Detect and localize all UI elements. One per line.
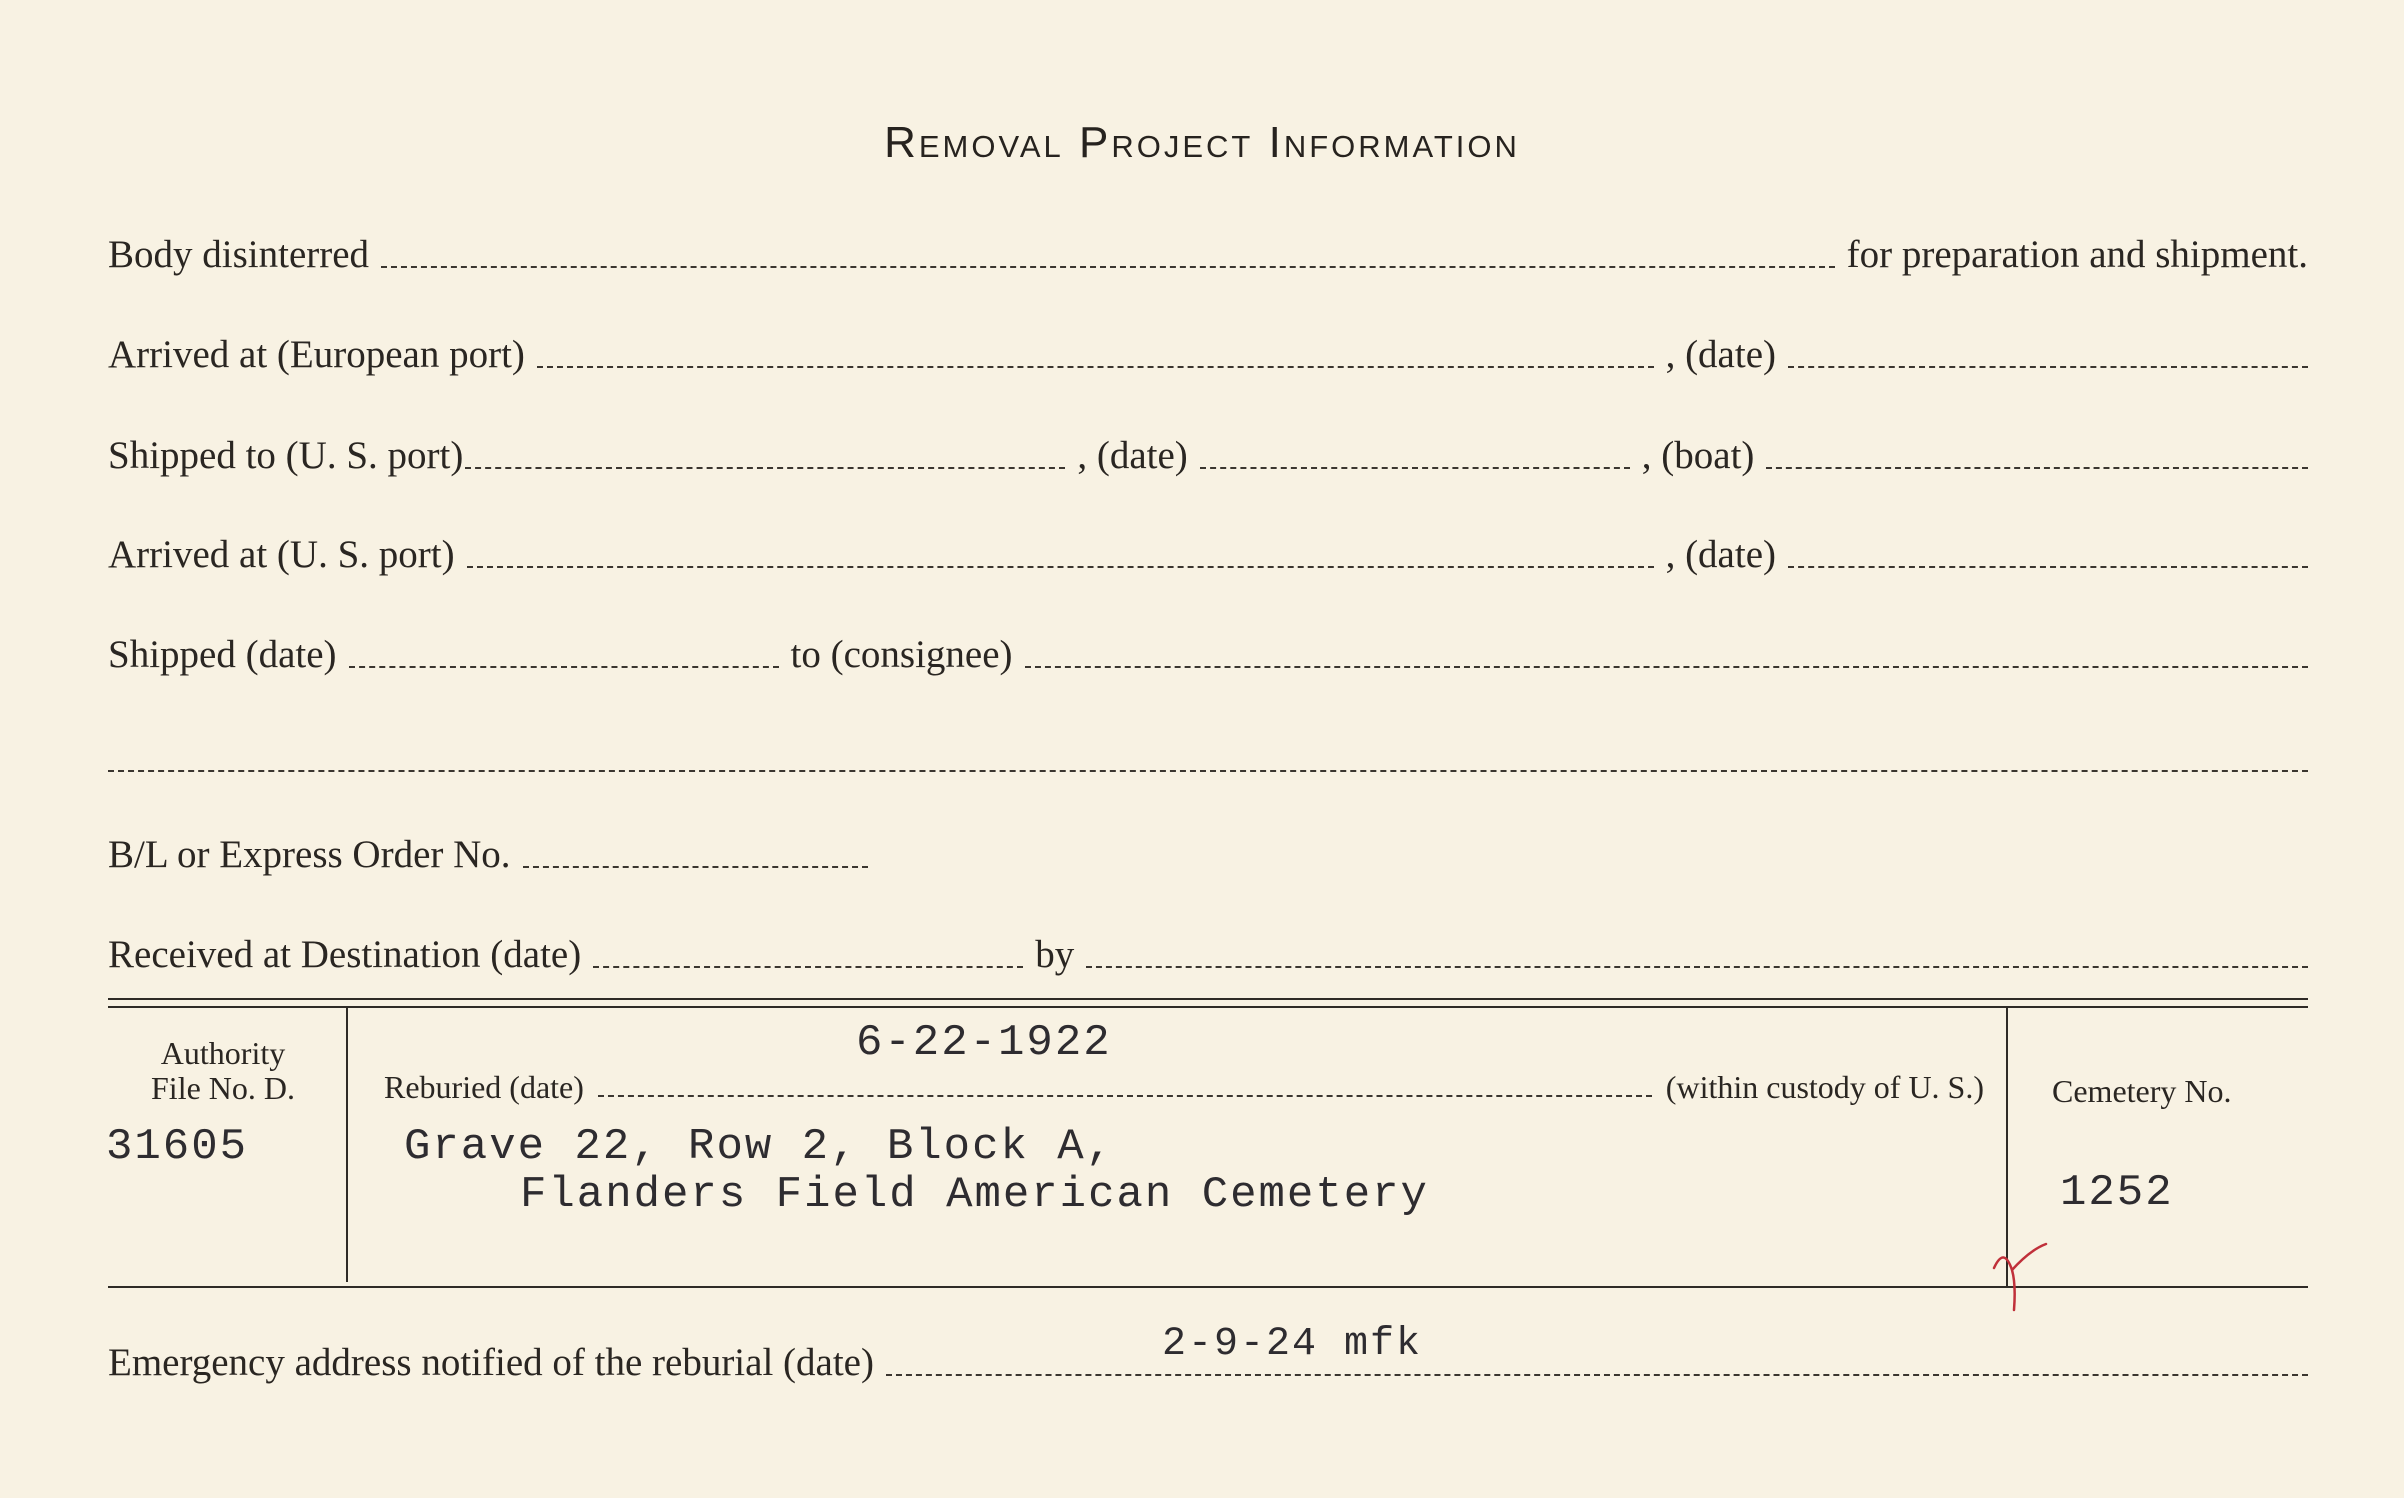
field-european-date[interactable]: [1788, 366, 2308, 368]
authority-label-line2: File No. D.: [151, 1070, 295, 1107]
label-emergency-address: Emergency address notified of the reburial (date): [108, 1341, 874, 1384]
label-received-destination: Received at Destination (date): [108, 933, 582, 976]
box-divider-left: [346, 1008, 348, 1282]
label-boat: , (boat): [1641, 434, 1755, 477]
row-bl-order: [108, 822, 2308, 882]
field-boat[interactable]: [1766, 467, 2308, 469]
field-emergency-date[interactable]: [886, 1374, 2308, 1376]
row-shipped-to: [108, 423, 2308, 483]
label-arrived-european: Arrived at (European port): [108, 333, 525, 376]
field-european-port[interactable]: [537, 366, 1654, 368]
label-within-custody: (within custody of U. S.): [1665, 1069, 1984, 1105]
label-shipped-date: Shipped (date): [108, 633, 337, 676]
field-reburied-date[interactable]: [598, 1095, 1652, 1097]
field-consignee-continued[interactable]: [108, 770, 2308, 772]
box-top-border-1: [108, 998, 2308, 1000]
card-title: Removal Project Information: [884, 118, 1520, 167]
row-shipped-consignee: [108, 622, 2308, 682]
reburial-location-line2: Flanders Field American Cemetery: [520, 1170, 1429, 1220]
field-shipped-date[interactable]: [1200, 467, 1630, 469]
field-shipped-date-2[interactable]: [349, 666, 779, 668]
reburied-row: [384, 1070, 1984, 1105]
row-arrived-us: [108, 522, 2308, 582]
field-received-date[interactable]: [593, 966, 1023, 968]
label-date-european: , (date): [1665, 333, 1776, 376]
label-date-arrived-us: , (date): [1665, 533, 1776, 576]
authority-label: [118, 1036, 328, 1106]
emergency-date-value: 2-9-24 mfk: [1162, 1322, 1423, 1367]
authority-file-number: 31605: [106, 1122, 249, 1172]
field-arrived-us-port[interactable]: [467, 566, 1654, 568]
box-top-border-2: [108, 1006, 2308, 1008]
field-arrived-us-date[interactable]: [1788, 566, 2308, 568]
cemetery-label: Cemetery No.: [2052, 1073, 2232, 1109]
field-bl-order[interactable]: [523, 866, 868, 868]
label-to-consignee: to (consignee): [790, 633, 1013, 676]
cemetery-number: 1252: [2060, 1168, 2174, 1218]
authority-label-line1: Authority: [160, 1035, 286, 1071]
label-arrived-us: Arrived at (U. S. port): [108, 533, 455, 576]
row-arrived-european: [108, 322, 2308, 382]
label-date-shipped: , (date): [1077, 434, 1188, 477]
field-body-disinterred[interactable]: [381, 266, 1835, 268]
label-reburied-date: Reburied (date): [384, 1069, 584, 1105]
reburial-location-line1: Grave 22, Row 2, Block A,: [404, 1122, 1115, 1172]
row-received-destination: [108, 922, 2308, 982]
label-shipped-to: Shipped to (U. S. port): [108, 434, 464, 477]
field-consignee[interactable]: [1025, 666, 2308, 668]
field-received-by[interactable]: [1086, 966, 2308, 968]
box-bottom-border: [108, 1286, 2308, 1288]
reburied-date-value: 6-22-1922: [856, 1018, 1112, 1068]
row-body-disinterred: [108, 222, 2308, 282]
red-check-mark-icon: [1990, 1240, 2070, 1320]
field-us-port[interactable]: [465, 467, 1065, 469]
label-by: by: [1035, 933, 1075, 976]
label-body-disinterred: Body disinterred: [108, 233, 370, 276]
label-bl-order: B/L or Express Order No.: [108, 833, 511, 876]
label-for-preparation: for preparation and shipment.: [1846, 233, 2308, 276]
